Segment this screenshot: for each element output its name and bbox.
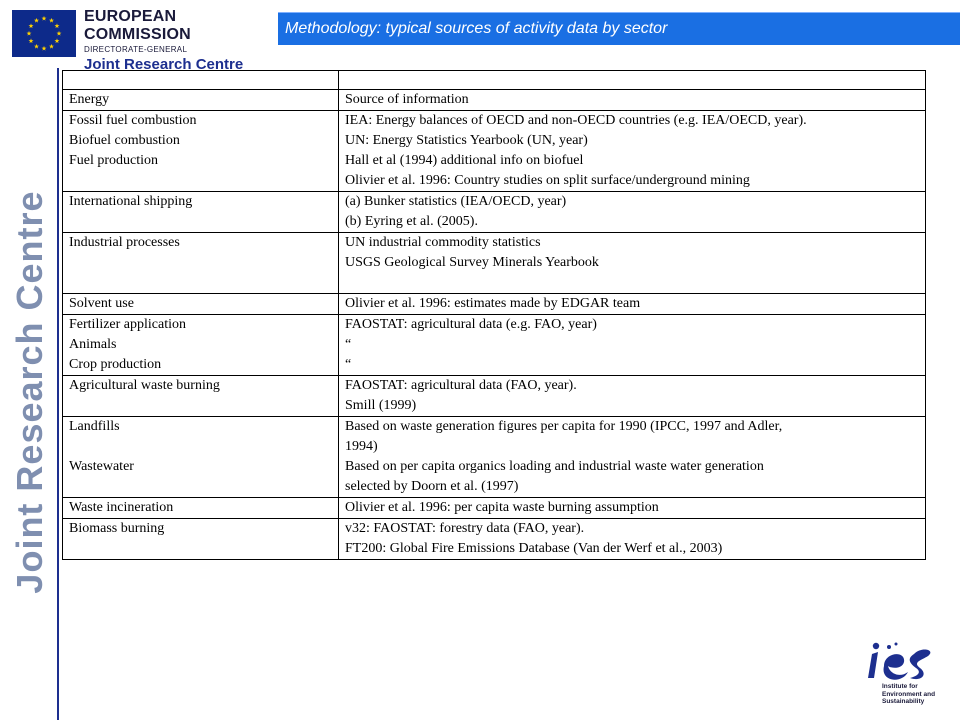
source-line: Olivier et al. 1996: per capita waste burning assumption [345, 500, 659, 515]
source-line: Based on waste generation figures per capita for 1990 (IPCC, 1997 and Adler, [345, 419, 783, 434]
sector-line [69, 437, 332, 457]
source-line: Olivier et al. 1996: estimates made by EDGAR team [345, 296, 641, 311]
source-line: v32: FAOSTAT: forestry data (FAO, year). [345, 521, 585, 536]
header-cell-source [339, 90, 926, 111]
table-header-row [63, 90, 926, 111]
ies-mark-icon [862, 640, 942, 682]
source-line: UN industrial commodity statistics [345, 235, 541, 250]
sector-cell [63, 376, 339, 417]
sector-line [69, 253, 332, 273]
source-line: selected by Doorn et al. (1997) [345, 479, 519, 494]
source-cell [339, 498, 926, 519]
source-cell [339, 417, 926, 498]
source-cell [339, 376, 926, 417]
ies-line-1: Institute for [882, 683, 918, 690]
table-row [63, 376, 926, 417]
table-row [63, 294, 926, 315]
sector-line: Fossil fuel combustion [69, 113, 197, 128]
sector-line [69, 212, 332, 232]
source-line [345, 273, 919, 293]
sector-cell [63, 233, 339, 294]
source-line: UN: Energy Statistics Yearbook (UN, year) [345, 133, 588, 148]
brand-block [84, 8, 274, 74]
sector-cell [63, 111, 339, 192]
sector-line: Industrial processes [69, 235, 180, 250]
table-row [63, 233, 926, 294]
source-line: 1994) [345, 439, 378, 454]
sector-line: Fertilizer application [69, 317, 187, 332]
source-cell [339, 111, 926, 192]
sidebar-divider [57, 68, 59, 720]
source-line: Hall et al (1994) additional info on biofuel [345, 153, 584, 168]
source-line: Based on per capita organics loading and industrial waste water generation [345, 459, 764, 474]
source-line: FAOSTAT: agricultural data (e.g. FAO, year) [345, 317, 597, 332]
slide-title: Methodology: typical sources of activity data by sector [285, 20, 668, 37]
sidebar-vertical-text: Joint Research Centre [9, 190, 50, 594]
sector-cell [63, 417, 339, 498]
sector-cell [63, 498, 339, 519]
source-line: FT200: Global Fire Emissions Database (Van der Werf et al., 2003) [345, 541, 723, 556]
table-row [63, 417, 926, 498]
eu-flag-logo [12, 10, 76, 57]
source-line: Smill (1999) [345, 398, 417, 413]
slide-title-bar [278, 12, 960, 45]
sector-cell [63, 294, 339, 315]
header-cell-sector [63, 90, 339, 111]
source-line: “ [345, 357, 352, 372]
sector-line [69, 171, 332, 191]
table-row [63, 315, 926, 376]
source-line: “ [345, 337, 352, 352]
sector-line: Agricultural waste burning [69, 378, 220, 393]
source-cell [339, 233, 926, 294]
source-line: (a) Bunker statistics (IEA/OECD, year) [345, 194, 567, 209]
header-source: Source of information [345, 92, 469, 107]
ies-line-2: Environment and [882, 690, 936, 698]
source-line: IEA: Energy balances of OECD and non-OECD countries (e.g. IEA/OECD, year). [345, 113, 807, 128]
sector-cell [63, 519, 339, 560]
sector-line: Waste incineration [69, 500, 174, 515]
sector-line [69, 273, 332, 293]
sector-line [69, 477, 332, 497]
sector-line: Wastewater [69, 459, 134, 474]
sector-line: Biofuel combustion [69, 133, 180, 148]
header-sector: Energy [69, 92, 110, 107]
brand-commission: EUROPEAN COMMISSION [84, 8, 191, 43]
table-row [63, 498, 926, 519]
ies-logo [862, 640, 952, 715]
brand-jrc: Joint Research Centre [84, 56, 244, 73]
sector-line: Landfills [69, 419, 120, 434]
source-cell [339, 294, 926, 315]
table-row [63, 192, 926, 233]
source-line: FAOSTAT: agricultural data (FAO, year). [345, 378, 577, 393]
sector-line: Fuel production [69, 153, 159, 168]
table-row [63, 111, 926, 192]
brand-directorate: DIRECTORATE-GENERAL [84, 45, 188, 54]
sector-line [69, 396, 332, 416]
source-line: Olivier et al. 1996: Country studies on split surface/underground mining [345, 173, 750, 188]
activity-data-table [62, 70, 926, 560]
source-cell [339, 192, 926, 233]
eu-stars-icon [12, 10, 76, 57]
source-line: (b) Eyring et al. (2005). [345, 214, 478, 229]
ies-text [882, 683, 952, 706]
sector-line: International shipping [69, 194, 193, 209]
sector-cell [63, 192, 339, 233]
sector-line: Solvent use [69, 296, 134, 311]
table-spacer-row [63, 71, 926, 90]
sector-cell [63, 315, 339, 376]
sector-line: Biomass burning [69, 521, 165, 536]
table-row [63, 519, 926, 560]
sector-line: Crop production [69, 357, 162, 372]
source-line: USGS Geological Survey Minerals Yearbook [345, 255, 599, 270]
sector-line [69, 539, 332, 559]
ies-line-3: Sustainability [882, 698, 925, 705]
source-cell [339, 519, 926, 560]
source-cell [339, 315, 926, 376]
sector-line: Animals [69, 337, 117, 352]
